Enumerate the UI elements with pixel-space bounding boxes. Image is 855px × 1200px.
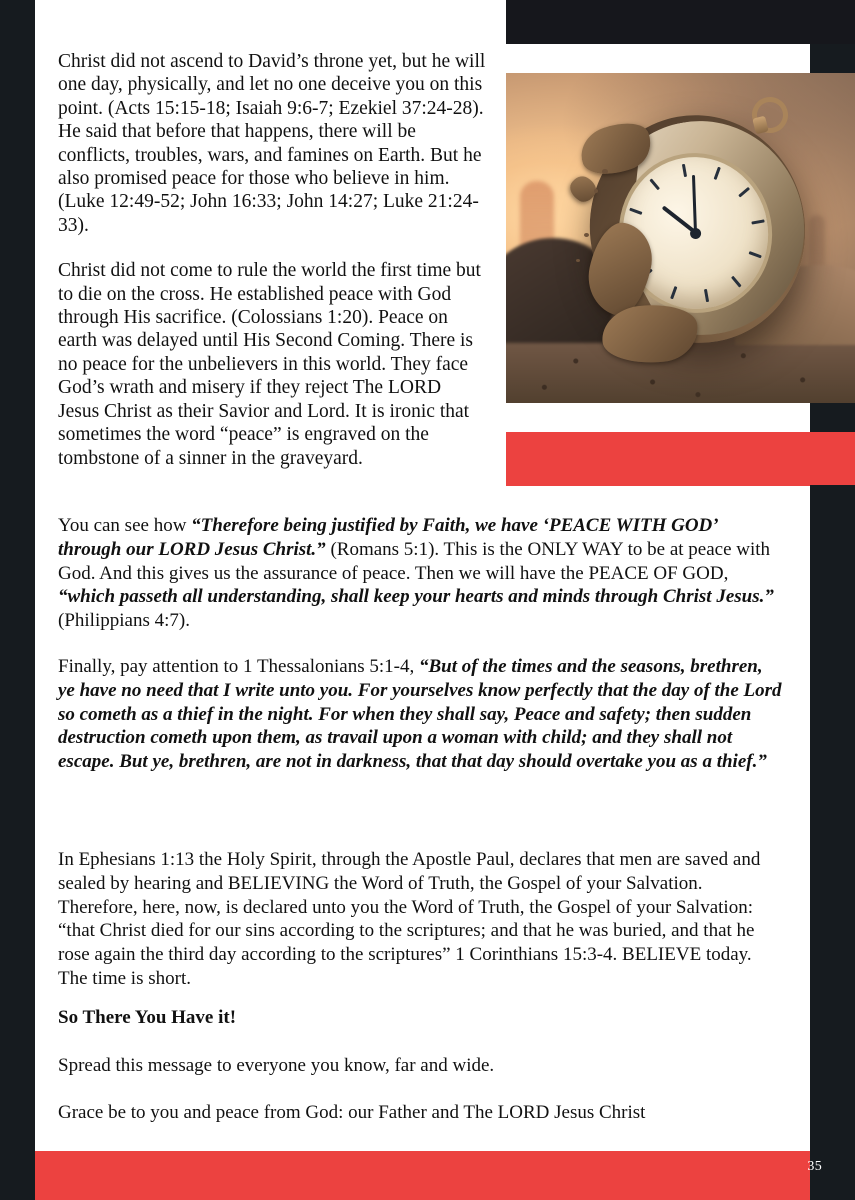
clock-tick — [731, 276, 742, 288]
clock-tick — [714, 167, 721, 180]
body-paragraph-6-block — [58, 1054, 784, 1078]
clock-minute-hand — [692, 175, 697, 233]
decorative-red-band — [506, 432, 855, 486]
scripture-quote-romans: “Therefore being justified by Faith, we have ‘PEACE WITH GOD’ through our LORD Jesus Christ.” — [58, 515, 718, 560]
floating-debris — [576, 259, 580, 262]
paragraph-1: Christ did not ascend to David’s throne yet, but he will one day, physically, and let no one deceive you on this point. (Acts 15:15-18; Isaiah 9:6-7; Ezekiel 37:24-28). He said that before that happens, there will be conflicts, troubles, wars, and famines on Earth. But he also promised peace for those who believe in him. (Luke 12:49-52; John 16:33; John 14:27; Luke 21:24-33). — [58, 51, 486, 236]
clock-tick — [751, 219, 764, 224]
paragraph-5: In Ephesians 1:13 the Holy Spirit, through the Apostle Paul, declares that men are saved and sealed by hearing and BELIEVING the Word of Truth, the Gospel of your Salvation. Therefore, here, now, is declared unto you the Word of Truth, the Gospel of your Salvation: “that Christ died for our sins according to the scriptures; and that he was buried, and that he rose again the third day according to the scriptures” 1 Corinthians 15:3-4. BELIEVE today. The time is short. — [58, 849, 761, 989]
floating-debris — [594, 189, 598, 193]
decorative-dark-column-right — [810, 485, 855, 1200]
body-paragraph-7-block — [58, 1101, 784, 1125]
body-paragraph-3-block — [58, 514, 784, 633]
paragraph-6: Spread this message to everyone you know, far and wide. — [58, 1055, 495, 1076]
clock-tick — [649, 178, 660, 190]
body-paragraph-4-block — [58, 655, 784, 774]
page-number: 35 — [807, 1159, 822, 1174]
body-column-narrow — [58, 50, 486, 492]
paragraph-3-lead: You can see how — [58, 515, 192, 536]
decorative-dark-block-top — [506, 0, 855, 44]
clock-tick — [704, 289, 709, 302]
paragraph-4 — [58, 655, 784, 774]
body-paragraph-5-block — [58, 848, 784, 991]
clock-tick — [670, 286, 677, 299]
clock-tick — [682, 164, 687, 177]
scripture-quote-philippians: “which passeth all understanding, shall keep your hearts and minds through Christ Jesus.” — [58, 586, 774, 608]
crumbling-pocket-watch-image — [506, 73, 855, 403]
paragraph-3 — [58, 514, 784, 633]
paragraph-3-tail: (Philippians 4:7). — [58, 610, 190, 632]
paragraph-7: Grace be to you and peace from God: our Father and The LORD Jesus Christ — [58, 1102, 646, 1123]
clock-center-pin — [689, 227, 702, 240]
section-heading: So There You Have it! — [58, 1007, 237, 1028]
clock-tick — [749, 251, 762, 258]
floating-debris — [584, 233, 589, 237]
paragraph-3-middle: (Romans 5:1). This is the ONLY WAY to be at peace with God. And this gives us the assurance of peace. Then we will have the PEACE OF GOD, — [58, 538, 771, 584]
paragraph-4-lead: Finally, pay attention to 1 Thessalonians 5:1-4, — [58, 656, 419, 677]
scripture-quote-thessalonians: “But of the times and the seasons, brethren, ye have no need that I write unto you. For yourselves know perfectly that the day of the Lord so cometh as a thief in the night. For when they shall say, Peace and safety; then sudden destruction cometh upon them, as travail upon a woman with child; and they shall not escape. But ye, brethren, are not in darkness, that that day should overtake you as a thief.” — [58, 656, 782, 773]
footer-bar — [35, 1151, 810, 1200]
paragraph-2: Christ did not come to rule the world the first time but to die on the cross. He established peace with God through His sacrifice. (Colossians 1:20). Peace on earth was delayed until His Second Coming. There is no peace for the unbelievers in this world. They face God’s wrath and misery if they reject The LORD Jesus Christ as their Savior and Lord. It is ironic that sometimes the word “peace” is engraved on the tombstone of a sinner in the graveyard. — [58, 260, 481, 469]
clock-tick — [629, 208, 642, 215]
clock-tick — [738, 187, 750, 198]
floating-debris — [602, 169, 608, 174]
